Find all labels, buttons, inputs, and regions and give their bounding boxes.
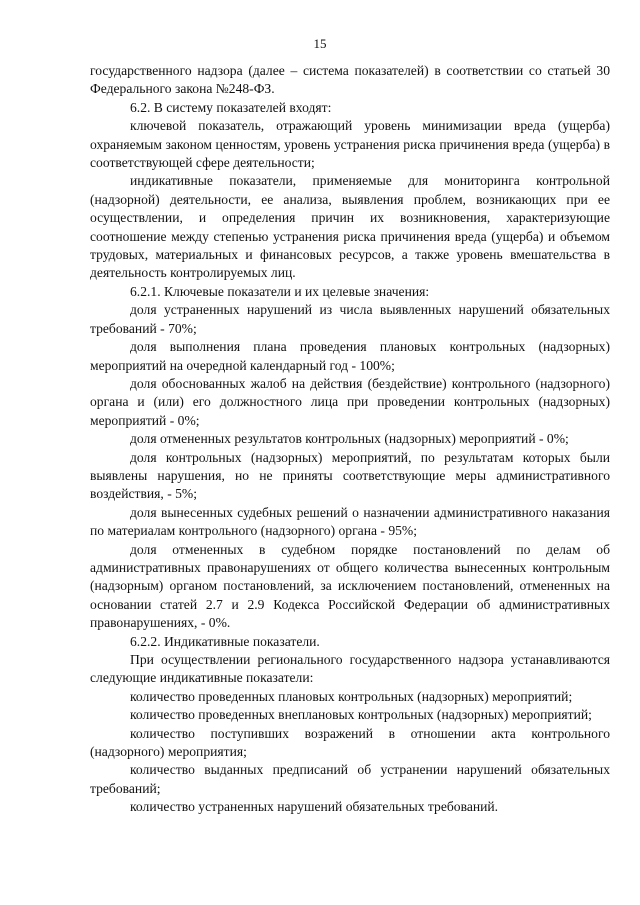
- document-body: [90, 62, 610, 817]
- page-number: 15: [313, 36, 327, 51]
- list-item: доля выполнения плана проведения плановых контрольных (надзорных) мероприятий на очередной календарный год - 100%;: [90, 339, 610, 373]
- list-item: количество выданных предписаний об устранении нарушений обязательных требований;: [90, 762, 610, 796]
- list-item: доля обоснованных жалоб на действия (бездействие) контрольного (надзорного) органа и (или) его должностного лица при проведении контрольных (надзорных) мероприятий - 0%;: [90, 375, 610, 428]
- list-item: доля устраненных нарушений из числа выявленных нарушений обязательных требований - 70%;: [90, 302, 610, 336]
- list-item: доля вынесенных судебных решений о назначении административного наказания по материалам контрольного (надзорного) органа - 95%;: [90, 504, 610, 539]
- list-item: количество устраненных нарушений обязательных требований.: [130, 799, 499, 815]
- list-item: количество проведенных внеплановых контрольных (надзорных) мероприятий;: [130, 707, 592, 723]
- paragraph-continuation: государственного надзора (далее – система показателей) в соответствии со статьей 30 Федерального закона №248-ФЗ.: [90, 63, 610, 97]
- list-item: доля отмененных результатов контрольных (надзорных) мероприятий - 0%;: [130, 431, 569, 447]
- paragraph-section-6-2: 6.2. В систему показателей входят:: [130, 99, 332, 115]
- paragraph-indicative-intro: При осуществлении регионального государственного надзора устанавливаются следующие индикативные показатели:: [90, 652, 610, 686]
- paragraph-section-6-2-1: 6.2.1. Ключевые показатели и их целевые значения:: [130, 283, 430, 299]
- paragraph-indicative-indicators: индикативные показатели, применяемые для мониторинга контрольной (надзорной) деятельности, ее анализа, выявления проблем, возникающих при ее осуществлении, и определения причин их возникновения, характеризующие соотношение между степенью устранения риска причинения вреда (ущерба) и объемом трудовых, материальных и финансовых ресурсов, а также уровень вмешательства в деятельность контролируемых лиц.: [90, 173, 610, 281]
- list-item: количество поступивших возражений в отношении акта контрольного (надзорного) мероприятия;: [90, 725, 610, 760]
- paragraph-section-6-2-2: 6.2.2. Индикативные показатели.: [130, 633, 320, 649]
- list-item: доля отмененных в судебном порядке постановлений по делам об административных правонарушениях от общего количества вынесенных контрольным (надзорным) органом постановлений, за исключением постановлений, отмененных на основании статей 2.7 и 2.9 Кодекса Российской Федерации об административных правонарушениях, - 0%.: [90, 541, 610, 631]
- paragraph-key-indicator: ключевой показатель, отражающий уровень минимизации вреда (ущерба) охраняемым законом ценностям, уровень устранения риска причинения вреда (ущерба) в соответствующей сфере деятельности;: [90, 118, 610, 171]
- list-item: доля контрольных (надзорных) мероприятий, по результатам которых были выявлены нарушения, но не приняты соответствующие меры административного воздействия, - 5%;: [90, 449, 610, 502]
- list-item: количество проведенных плановых контрольных (надзорных) мероприятий;: [130, 688, 573, 704]
